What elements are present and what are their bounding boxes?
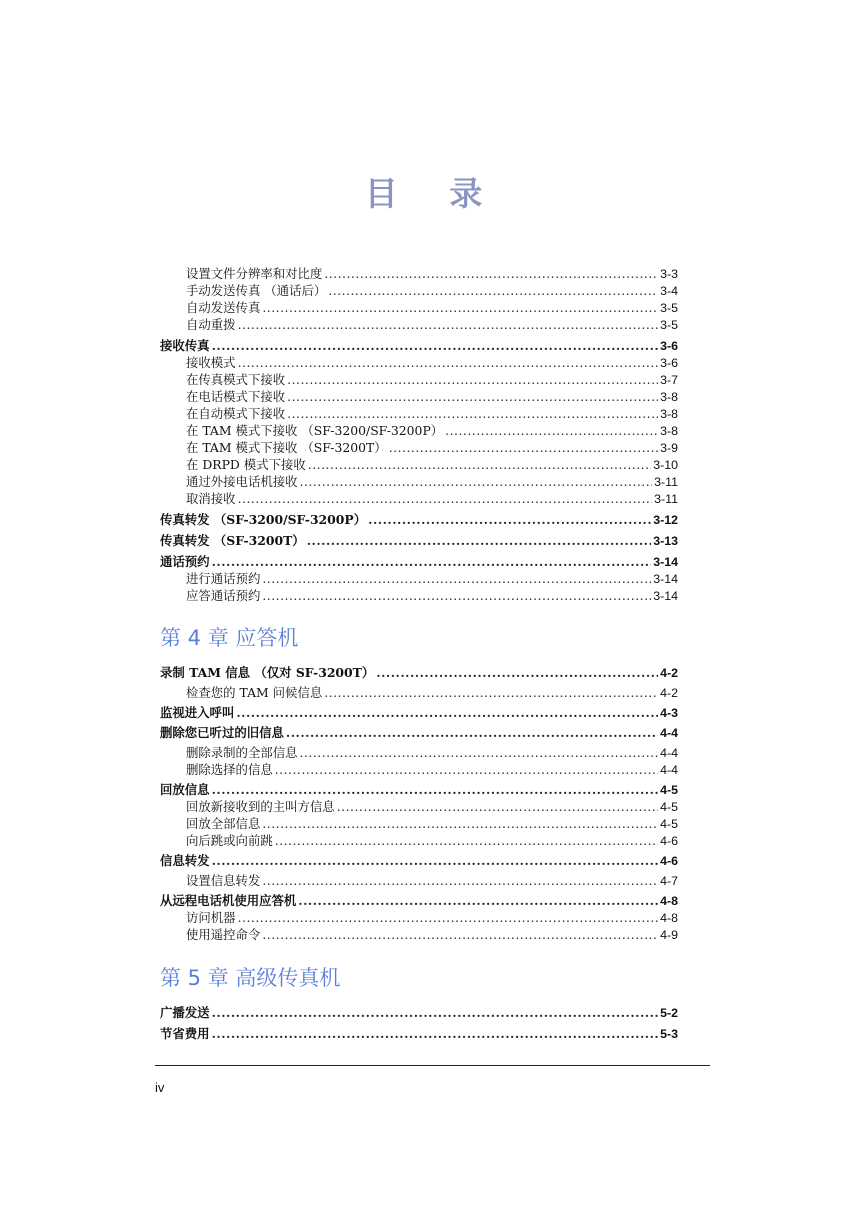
toc-entry-title: 删除选择的信息 xyxy=(186,762,273,777)
toc-entry[interactable] xyxy=(160,664,678,681)
toc-entry[interactable] xyxy=(160,909,678,926)
dot-leader xyxy=(337,798,658,815)
toc-entry-title: 设置信息转发 xyxy=(186,873,261,888)
toc-entry[interactable] xyxy=(160,337,678,354)
toc-entry[interactable] xyxy=(160,354,678,371)
toc-entry[interactable] xyxy=(160,832,678,849)
toc-entry-title: 接收传真 xyxy=(160,338,210,353)
toc-entry-title: 回放全部信息 xyxy=(186,816,261,831)
toc-entry-title: 通话预约 xyxy=(160,554,210,569)
dot-leader xyxy=(368,511,651,528)
dot-leader xyxy=(307,532,651,549)
dot-leader xyxy=(308,456,651,473)
toc-section-chapter5 xyxy=(160,1004,678,1042)
toc-entry-title: 删除录制的全部信息 xyxy=(186,745,298,760)
toc-entry-page: 3-7 xyxy=(660,373,678,387)
page-title: 目 录 xyxy=(364,174,503,213)
toc-entry-page: 4-5 xyxy=(660,800,678,814)
toc-entry-page: 3-11 xyxy=(654,492,678,506)
dot-leader xyxy=(376,664,658,681)
dot-leader xyxy=(212,337,659,354)
toc-entry-page: 3-9 xyxy=(660,441,678,455)
toc-entry-page: 3-3 xyxy=(660,267,678,281)
dot-leader xyxy=(324,684,658,701)
dot-leader xyxy=(212,1004,659,1021)
toc-entry[interactable] xyxy=(160,587,678,604)
toc-entry-title: 向后跳或向前跳 xyxy=(186,833,273,848)
toc-entry-title: 删除您已听过的旧信息 xyxy=(160,725,284,740)
dot-leader xyxy=(238,354,659,371)
toc-entry[interactable] xyxy=(160,490,678,507)
toc-entry-title: 通过外接电话机接收 xyxy=(186,474,298,489)
toc-entry[interactable] xyxy=(160,439,678,456)
toc-section-chapter3 xyxy=(160,265,678,604)
toc-entry[interactable] xyxy=(160,684,678,701)
toc-entry-title: 进行通话预约 xyxy=(186,571,261,586)
toc-entry-page: 3-8 xyxy=(660,424,678,438)
toc-entry[interactable] xyxy=(160,1004,678,1021)
toc-entry[interactable] xyxy=(160,926,678,943)
toc-entry[interactable] xyxy=(160,511,678,528)
toc-entry-title: 手动发送传真 （通话后） xyxy=(186,283,327,298)
dot-leader xyxy=(212,553,652,570)
toc-entry[interactable] xyxy=(160,761,678,778)
toc-entry-page: 4-4 xyxy=(660,726,678,740)
toc-entry-title: 使用遥控命令 xyxy=(186,927,261,942)
dot-leader xyxy=(262,587,651,604)
toc-entry-title: 传真转发 （SF-3200T） xyxy=(160,533,305,548)
toc-entry-title: 应答通话预约 xyxy=(186,588,261,603)
dot-leader xyxy=(212,781,659,798)
dot-leader xyxy=(300,473,653,490)
dot-leader xyxy=(262,815,658,832)
toc-entry-title: 节省费用 xyxy=(160,1026,210,1041)
toc-entry-page: 4-5 xyxy=(660,783,678,797)
toc-entry-page: 3-14 xyxy=(653,589,678,603)
dot-leader xyxy=(445,422,658,439)
toc-entry-title: 录制 TAM 信息 （仅对 SF-3200T） xyxy=(160,665,375,680)
toc-entry[interactable] xyxy=(160,570,678,587)
dot-leader xyxy=(275,761,658,778)
toc-entry-page: 4-3 xyxy=(660,706,678,720)
toc-entry-title: 传真转发 （SF-3200/SF-3200P） xyxy=(160,512,367,527)
toc-entry-title: 在电话模式下接收 xyxy=(186,389,286,404)
toc-entry-page: 4-5 xyxy=(660,817,678,831)
toc-entry-page: 3-10 xyxy=(653,458,678,472)
toc-entry-title: 回放信息 xyxy=(160,782,210,797)
dot-leader xyxy=(300,744,659,761)
toc-entry-title: 取消接收 xyxy=(186,491,236,506)
dot-leader xyxy=(262,872,658,889)
toc-entry-page: 4-4 xyxy=(660,746,678,760)
toc-entry-page: 3-5 xyxy=(660,318,678,332)
dot-leader xyxy=(287,371,658,388)
dot-leader xyxy=(389,439,658,456)
dot-leader xyxy=(262,299,658,316)
toc-entry[interactable] xyxy=(160,815,678,832)
toc-entry-title: 设置文件分辨率和对比度 xyxy=(186,266,323,281)
toc-entry[interactable] xyxy=(160,872,678,889)
dot-leader xyxy=(324,265,658,282)
toc-entry[interactable] xyxy=(160,473,678,490)
toc-entry-page: 3-12 xyxy=(653,513,678,527)
chapter-5-heading: 第 5 章 高级传真机 xyxy=(160,966,341,990)
toc-entry-title: 从远程电话机使用应答机 xyxy=(160,893,297,908)
toc-entry-page: 3-11 xyxy=(654,475,678,489)
toc-entry-page: 4-9 xyxy=(660,928,678,942)
dot-leader xyxy=(287,388,658,405)
toc-entry-title: 自动重拨 xyxy=(186,317,236,332)
dot-leader xyxy=(287,405,658,422)
toc-entry-title: 在 DRPD 模式下接收 xyxy=(186,457,306,472)
toc-entry-page: 4-6 xyxy=(660,854,678,868)
toc-entry-page: 4-2 xyxy=(660,666,678,680)
toc-entry[interactable] xyxy=(160,265,678,282)
toc-entry[interactable] xyxy=(160,1025,678,1042)
toc-entry[interactable] xyxy=(160,388,678,405)
toc-entry-page: 4-8 xyxy=(660,894,678,908)
toc-entry[interactable] xyxy=(160,781,678,798)
toc-entry[interactable] xyxy=(160,371,678,388)
toc-entry-title: 接收模式 xyxy=(186,355,236,370)
toc-entry-page: 3-14 xyxy=(653,555,678,569)
toc-entry-page: 3-4 xyxy=(660,284,678,298)
toc-entry-page: 3-14 xyxy=(653,572,678,586)
toc-entry[interactable] xyxy=(160,704,678,721)
toc-entry-page: 4-4 xyxy=(660,763,678,777)
toc-entry-page: 4-7 xyxy=(660,874,678,888)
dot-leader xyxy=(275,832,658,849)
toc-entry-title: 回放新接收到的主叫方信息 xyxy=(186,799,335,814)
toc-entry-page: 3-6 xyxy=(660,356,678,370)
chapter-4-heading: 第 4 章 应答机 xyxy=(160,626,299,650)
toc-entry[interactable] xyxy=(160,456,678,473)
toc-entry-title: 在自动模式下接收 xyxy=(186,406,286,421)
toc-entry[interactable] xyxy=(160,724,678,741)
toc-entry-page: 5-3 xyxy=(660,1027,678,1041)
dot-leader xyxy=(238,909,659,926)
toc-entry-title: 自动发送传真 xyxy=(186,300,261,315)
toc-entry-page: 4-2 xyxy=(660,686,678,700)
toc-section-chapter4 xyxy=(160,664,678,943)
toc-entry[interactable] xyxy=(160,299,678,316)
toc-entry[interactable] xyxy=(160,422,678,439)
toc-entry[interactable] xyxy=(160,744,678,761)
toc-entry[interactable] xyxy=(160,316,678,333)
dot-leader xyxy=(286,724,658,741)
toc-entry-page: 3-13 xyxy=(653,534,678,548)
dot-leader xyxy=(298,892,658,909)
toc-entry-title: 在传真模式下接收 xyxy=(186,372,286,387)
toc-entry-title: 信息转发 xyxy=(160,853,210,868)
toc-entry[interactable] xyxy=(160,405,678,422)
toc-entry[interactable] xyxy=(160,852,678,869)
toc-entry[interactable] xyxy=(160,282,678,299)
toc-entry-title: 访问机器 xyxy=(186,910,236,925)
toc-entry-page: 4-8 xyxy=(660,911,678,925)
page-number: iv xyxy=(155,1080,165,1095)
toc-entry-title: 在 TAM 模式下接收 （SF-3200T） xyxy=(186,440,387,455)
dot-leader xyxy=(236,704,658,721)
dot-leader xyxy=(328,282,658,299)
toc-entry-page: 5-2 xyxy=(660,1006,678,1020)
dot-leader xyxy=(262,926,658,943)
toc-entry-title: 在 TAM 模式下接收 （SF-3200/SF-3200P） xyxy=(186,423,444,438)
dot-leader xyxy=(262,570,651,587)
toc-entry[interactable] xyxy=(160,798,678,815)
toc-entry-title: 广播发送 xyxy=(160,1005,210,1020)
dot-leader xyxy=(238,490,653,507)
toc-entry-title: 监视进入呼叫 xyxy=(160,705,235,720)
toc-entry-page: 3-5 xyxy=(660,301,678,315)
toc-entry-title: 检查您的 TAM 问候信息 xyxy=(186,685,323,700)
dot-leader xyxy=(238,316,659,333)
toc-entry-page: 3-6 xyxy=(660,339,678,353)
toc-entry[interactable] xyxy=(160,892,678,909)
toc-entry[interactable] xyxy=(160,532,678,549)
footer-rule xyxy=(155,1065,710,1066)
toc-entry[interactable] xyxy=(160,553,678,570)
toc-entry-page: 3-8 xyxy=(660,407,678,421)
dot-leader xyxy=(212,852,659,869)
dot-leader xyxy=(212,1025,659,1042)
toc-entry-page: 4-6 xyxy=(660,834,678,848)
toc-entry-page: 3-8 xyxy=(660,390,678,404)
